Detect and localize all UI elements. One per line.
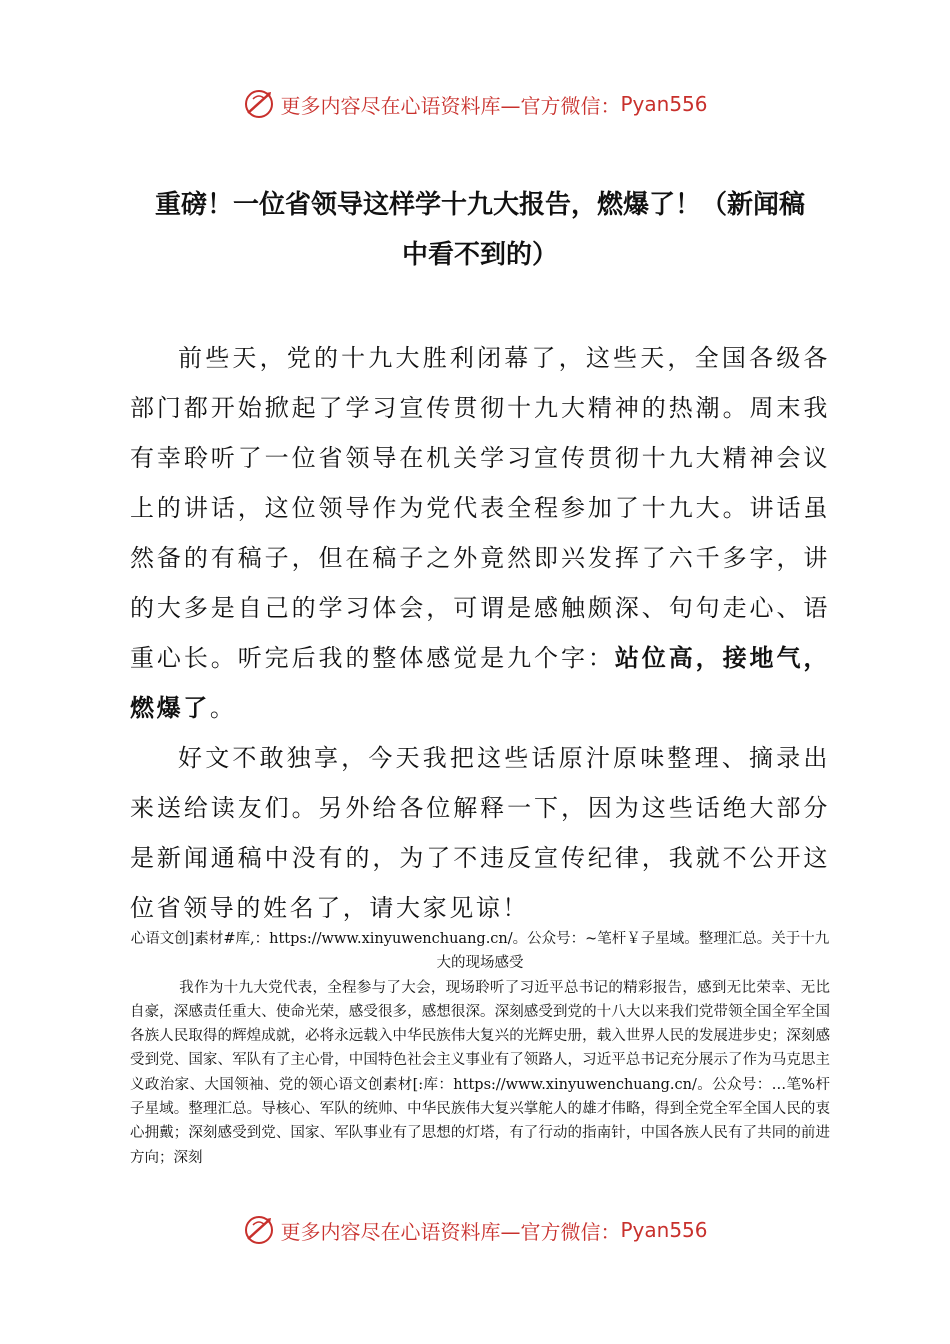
footer-banner	[0, 1210, 950, 1250]
intro-p1-text: 前些天，党的十九大胜利闭幕了，这些天，全国各级各部门都开始掀起了学习宣传贯彻十九大精神的热潮。周末我有幸聆听了一位省领导在机关学习宣传贯彻十九大精神会议上的讲话，这位领导作为党代表全程参加了十九大。讲话虽然备的有稿子，但在稿子之外竟然即兴发挥了六千多字，讲的大多是自己的学习体会，可谓是感触颇深、句句走心、语重心长。听完后我的整体感觉是九个字：	[130, 344, 830, 672]
banner-wechat-handle: Pyan556	[620, 1218, 708, 1242]
excerpt-source-line: 心语文创]素材#库,：https://www.xinyuwenchuang.cn/。公众号：~笔杆￥子星域。整理汇总。关于十九大的现场感受	[130, 931, 830, 972]
logo-icon	[242, 87, 276, 121]
title-line-1: 重磅！一位省领导这样学十九大报告，燃爆了！（新闻稿	[154, 190, 805, 220]
logo-icon	[242, 1213, 276, 1247]
excerpt-block	[130, 927, 830, 1170]
article-title	[130, 180, 830, 280]
intro-paragraph-2: 好文不敢独享，今天我把这些话原汁原味整理、摘录出来送给读友们。另外给各位解释一下，因为这些话绝大部分是新闻通稿中没有的，为了不违反宣传纪律，我就不公开这位省领导的姓名了，请大家见谅！	[130, 744, 830, 922]
intro-p1-end: 。	[209, 694, 237, 722]
intro-p1-highlight: 站位高，接地气，燃爆了	[130, 643, 830, 722]
article-intro	[130, 333, 830, 933]
header-banner	[0, 84, 950, 124]
banner-wechat-handle: Pyan556	[620, 92, 708, 116]
intro-paragraph-1	[130, 333, 830, 733]
banner-text: 更多内容尽在心语资料库—官方微信：	[280, 93, 621, 118]
banner-text: 更多内容尽在心语资料库—官方微信：	[280, 1219, 621, 1244]
title-line-2: 中看不到的）	[401, 240, 558, 270]
excerpt-paragraph: 我作为十九大党代表，全程参与了大会，现场聆听了习近平总书记的精彩报告，感到无比荣幸、无比自豪，深感责任重大、使命光荣，感受很多，感想很深。深刻感受到党的十八大以来我们党带领全国全军全国各族人民取得的辉煌成就，必将永远载入中华民族伟大复兴的光辉史册，载入世界人民的发展进步史；深刻感受到党、国家、军队有了主心骨，中国特色社会主义事业有了领路人，习近平总书记充分展示了作为马克思主义政治家、大国领袖、党的领心语文创素材[:库：https://www.xinyuwenchuang.cn/。公众号：…笔%杆子星域。整理汇总。导核心、军队的统帅、中华民族伟大复兴掌舵人的雄才伟略，得到全党全军全国人民的衷心拥戴；深刻感受到党、国家、军队事业有了思想的灯塔，有了行动的指南针，中国各族人民有了共同的前进方向；深刻	[130, 979, 831, 1166]
